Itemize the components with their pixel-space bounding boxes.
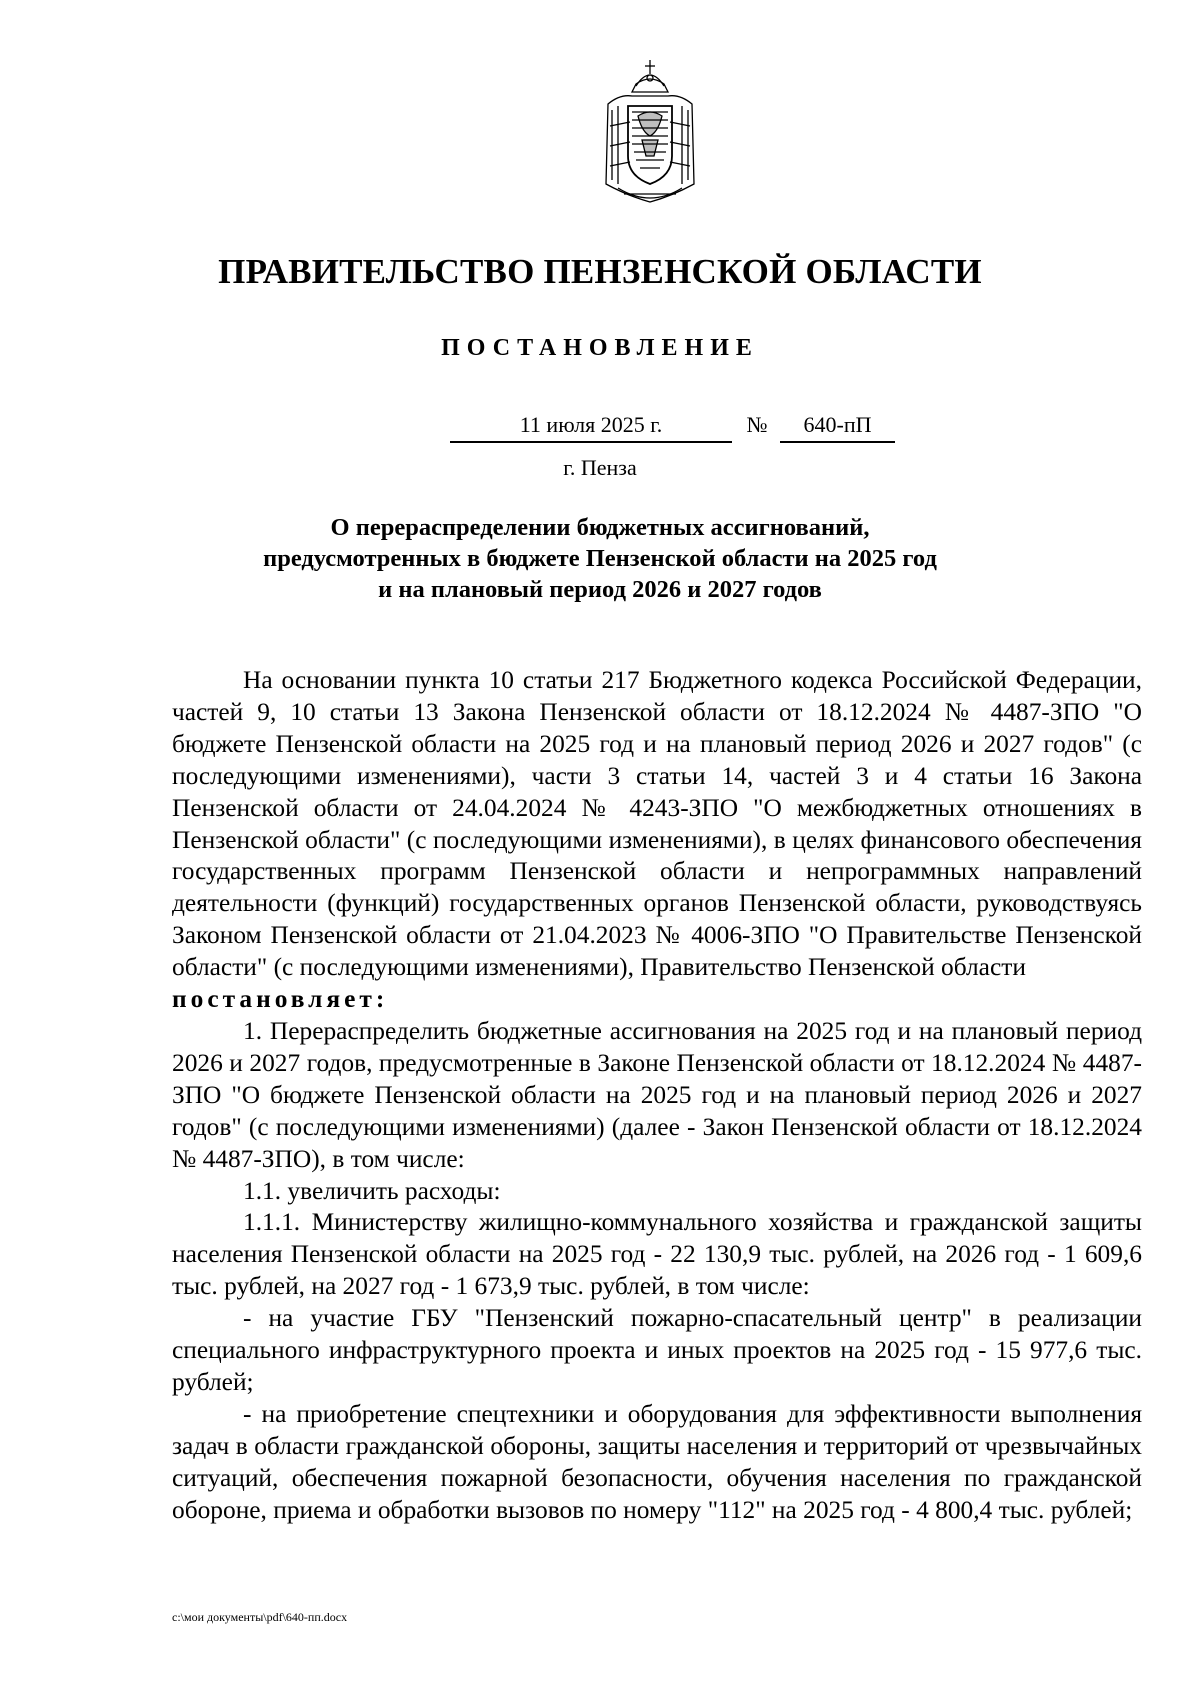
document-subject <box>0 512 1200 605</box>
number-sign: № <box>746 412 768 437</box>
subject-line-1: О перераспределении бюджетных ассигнований, <box>330 514 870 541</box>
preamble-paragraph: На основании пункта 10 статьи 217 Бюджетного кодекса Российской Федерации, частей 9, 10 статьи 13 Закона Пензенской области от 18.12.2024 № 4487-ЗПО "О бюджете Пензенской области на 2025 год и на плановый период 2026 и 2027 годов" (с последующими изменениями), части 3 статьи 14, частей 3 и 4 статьи 16 Закона Пензенской области от 24.04.2024 № 4243-ЗПО "О межбюджетных отношениях в Пензенской области" (с последующими изменениями), в целях финансового обеспечения государственных программ Пензенской области и непрограммных направлений деятельности (функций) государственных органов Пензенской области, руководствуясь Законом Пензенской области от 21.04.2023 № 4006-ЗПО "О Правительстве Пензенской области" (с последующими изменениями), Правительство Пензенской области <box>172 666 1142 982</box>
organization-title: ПРАВИТЕЛЬСТВО ПЕНЗЕНСКОЙ ОБЛАСТИ <box>218 252 982 291</box>
coat-of-arms-emblem <box>598 56 702 206</box>
subject-line-3: и на плановый период 2026 и 2027 годов <box>378 576 822 603</box>
document-number: 640-пП <box>780 412 895 443</box>
document-body <box>172 665 1142 1526</box>
bullet-paragraph-2: - на приобретение спецтехники и оборудования для эффективности выполнения задач в области гражданской обороны, защиты населения и территорий от чрезвычайных ситуаций, обеспечения пожарной безопасности, обучения населения по гражданской обороне, приема и обработки вызовов по номеру "112" на 2025 год - 4 800,4 тыс. рублей; <box>172 1399 1142 1524</box>
item-1-1-1-paragraph: 1.1.1. Министерству жилищно-коммунального хозяйства и гражданской защиты населения Пензенской области на 2025 год - 22 130,9 тыс. рублей, на 2026 год - 1 609,6 тыс. рублей, на 2027 год - 1 673,9 тыс. рублей, в том числе: <box>172 1208 1142 1301</box>
document-date: 11 июля 2025 г. <box>450 412 732 443</box>
decree-word: постановляет: <box>172 985 389 1014</box>
city: г. Пенза <box>563 455 637 480</box>
bullet-paragraph-1: - на участие ГБУ "Пензенский пожарно-спасательный центр" в реализации специального инфраструктурного проекта и иных проектов на 2025 год - 15 977,6 тыс. рублей; <box>172 1304 1142 1396</box>
document-type: ПОСТАНОВЛЕНИЕ <box>441 335 759 361</box>
item-1-paragraph: 1. Перераспределить бюджетные ассигнования на 2025 год и на плановый период 2026 и 2027 годов, предусмотренные в Законе Пензенской области от 18.12.2024 № 4487-ЗПО "О бюджете Пензенской области на 2025 год и на плановый период 2026 и 2027 годов" (с последующими изменениями) (далее - Закон Пензенской области от 18.12.2024 № 4487-ЗПО), в том числе: <box>172 1016 1142 1173</box>
subject-line-2: предусмотренных в бюджете Пензенской области на 2025 год <box>263 545 937 572</box>
file-path-footer: c:\мои документы\pdf\640-пп.docx <box>172 1610 348 1624</box>
date-number-line <box>450 412 900 444</box>
item-1-1-paragraph: 1.1. увеличить расходы: <box>243 1176 501 1205</box>
